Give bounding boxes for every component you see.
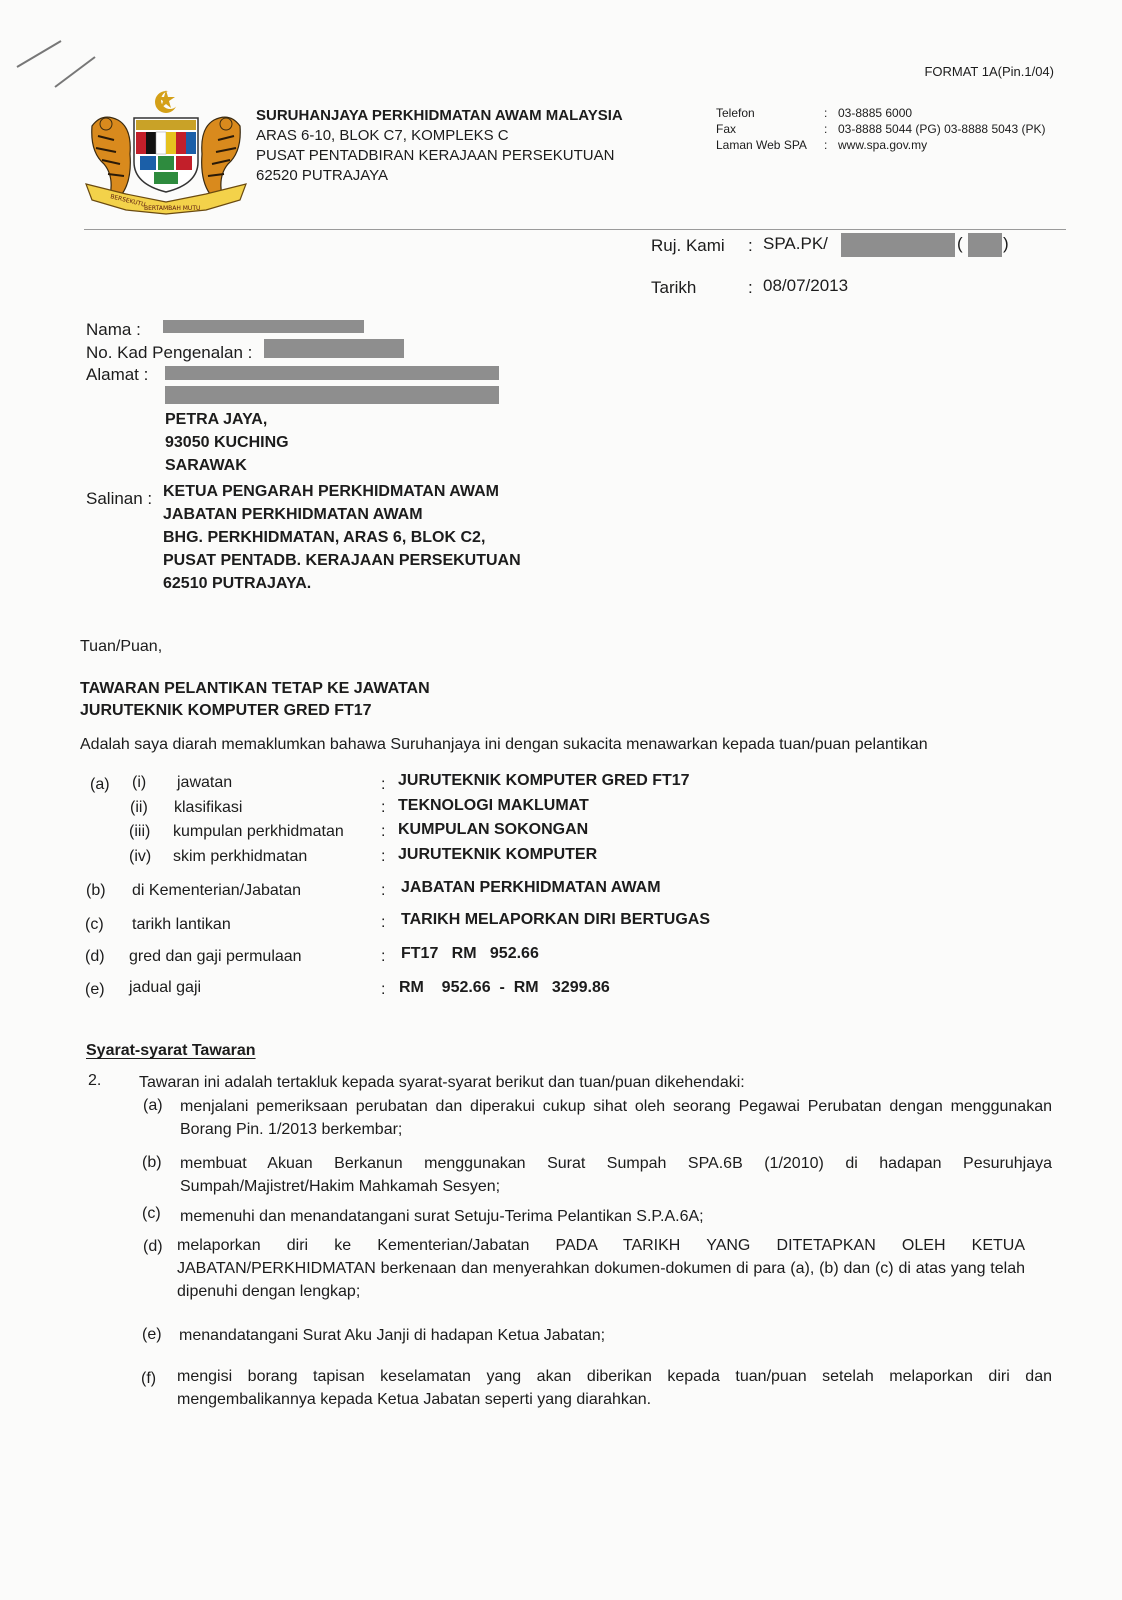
contact-value: 03-8885 6000 [838, 106, 913, 120]
condition-label: (b) [142, 1154, 162, 1171]
date-label: Tarikh [651, 278, 697, 297]
detail-label: skim perkhidmatan [173, 848, 308, 865]
ref-label: Ruj. Kami [651, 236, 725, 255]
subject-line: TAWARAN PELANTIKAN TETAP KE JAWATAN [80, 680, 430, 697]
condition-text: menjalani pemeriksaan perubatan dan diperakui cukup sihat oleh seorang Pegawai Perubatan dengan menggunakan Borang Pin. 1/2013 berkembar; [180, 1098, 1052, 1138]
redacted-address-2 [165, 386, 499, 404]
detail-label: jadual gaji [129, 979, 202, 996]
contact-label: Telefon [716, 106, 755, 120]
star-crescent-icon [155, 90, 179, 113]
org-address-line: 62520 PUTRAJAYA [256, 167, 389, 184]
header-divider [84, 229, 1066, 230]
nama-label: Nama : [86, 320, 141, 339]
copy-address [163, 480, 521, 595]
copy-line: PUSAT PENTADB. KERAJAAN PERSEKUTUAN [163, 552, 521, 569]
ref-value: SPA.PK/ [763, 234, 828, 253]
contact-label: Laman Web SPA [716, 138, 807, 152]
detail-label: kumpulan perkhidmatan [173, 823, 344, 840]
condition-text: memenuhi dan menandatangani surat Setuju-Terima Pelantikan S.P.A.6A; [180, 1208, 704, 1225]
condition-text: menandatangani Surat Aku Janji di hadapan Ketua Jabatan; [179, 1327, 606, 1344]
contact-value: www.spa.gov.my [838, 138, 928, 152]
contact-label: Fax [716, 122, 737, 136]
detail-value: TEKNOLOGI MAKLUMAT [398, 797, 589, 814]
condition-label: (f) [141, 1370, 157, 1387]
sub-label: (iv) [129, 848, 152, 865]
org-address-line: ARAS 6-10, BLOK C7, KOMPLEKS C [256, 127, 509, 144]
salutation: Tuan/Puan, [80, 638, 163, 655]
recipient-address [165, 408, 289, 477]
condition-label: (e) [142, 1326, 162, 1343]
detail-label: di Kementerian/Jabatan [132, 882, 301, 899]
sub-label: (ii) [130, 799, 148, 816]
condition-label: (d) [143, 1238, 163, 1255]
tiger-left-icon [92, 117, 131, 196]
detail-label: klasifikasi [174, 799, 243, 816]
crest-emblem [82, 88, 250, 218]
copy-line: JABATAN PERKHIDMATAN AWAM [163, 506, 423, 523]
condition-label: (c) [142, 1205, 161, 1222]
detail-value: JURUTEKNIK KOMPUTER GRED FT17 [398, 772, 690, 789]
contact-row: Fax : 03-8888 5044 (PG) 03-8888 5043 (PK) [716, 122, 1046, 136]
redacted-name [163, 320, 364, 333]
format-code: FORMAT 1A(Pin.1/04) [924, 64, 1054, 79]
org-address-line: PUSAT PENTADBIRAN KERAJAAN PERSEKUTUAN [256, 147, 615, 164]
item-label: (b) [86, 882, 106, 899]
item-label: (c) [85, 916, 104, 933]
contact-info [716, 105, 1045, 153]
item-label: (d) [85, 948, 105, 965]
copy-label: Salinan : [86, 489, 153, 508]
detail-label: tarikh lantikan [132, 916, 231, 933]
address-line: 93050 KUCHING [165, 434, 289, 451]
item-label: (a) [90, 776, 110, 793]
detail-value: JURUTEKNIK KOMPUTER [398, 846, 598, 863]
contact-value: 03-8888 5044 (PG) 03-8888 5043 (PK) [838, 122, 1046, 136]
ribbon-text-right: BERTAMBAH MUTU [144, 205, 201, 212]
redacted-ref-suffix [968, 233, 1002, 257]
condition-text: mengisi borang tapisan keselamatan yang akan diberikan kepada tuan/puan setelah melaporkan diri dan mengembalikannya kepada Ketua Jabatan seperti yang diarahkan. [177, 1368, 1052, 1408]
date-value: 08/07/2013 [763, 276, 849, 295]
condition-text: melaporkan diri ke Kementerian/Jabatan PADA TARIKH YANG DITETAPKAN OLEH KETUA JABATAN/PERKHIDMATAN berkenaan dan menyerahkan dokumen-dokumen di para (a), (b) dan (c) di atas yang telah dipenuhi dengan lengkap; [177, 1237, 1025, 1300]
detail-value: TARIKH MELAPORKAN DIRI BERTUGAS [401, 911, 711, 928]
sub-label: (i) [132, 774, 147, 791]
detail-label: jawatan [177, 774, 233, 791]
detail-value: JABATAN PERKHIDMATAN AWAM [401, 879, 661, 896]
item-label: (e) [85, 981, 105, 998]
ic-label: No. Kad Pengenalan : [86, 343, 253, 362]
address-line: PETRA JAYA, [165, 411, 268, 428]
shield-icon [134, 118, 198, 192]
detail-value: RM 952.66 - RM 3299.86 [399, 979, 610, 996]
intro-paragraph: Adalah saya diarah memaklumkan bahawa Suruhanjaya ini dengan sukacita menawarkan kepada tuan/puan pelantikan [80, 736, 928, 753]
contact-row: Laman Web SPA : www.spa.gov.my [716, 137, 1045, 153]
org-name: SURUHANJAYA PERKHIDMATAN AWAM MALAYSIA [256, 107, 623, 124]
conditions-intro: Tawaran ini adalah tertakluk kepada syarat-syarat berikut dan tuan/puan dikehendaki: [139, 1074, 745, 1091]
ribbon-text-left: BERSEKUTU [109, 193, 147, 209]
sub-label: (iii) [129, 823, 151, 840]
address-line: SARAWAK [165, 457, 247, 474]
org-header [256, 106, 623, 186]
redacted-ic [264, 339, 404, 358]
detail-value: FT17 RM 952.66 [401, 945, 539, 962]
paragraph-number: 2. [88, 1072, 102, 1089]
conditions-heading: Syarat-syarat Tawaran [86, 1042, 256, 1059]
condition-text: membuat Akuan Berkanun menggunakan Surat Sumpah SPA.6B (1/2010) di hadapan Pesuruhjaya Sumpah/Majistret/Hakim Mahkamah Sesyen; [180, 1155, 1052, 1195]
condition-label: (a) [143, 1097, 163, 1114]
subject-line: JURUTEKNIK KOMPUTER GRED FT17 [80, 702, 372, 719]
copy-line: BHG. PERKHIDMATAN, ARAS 6, BLOK C2, [163, 529, 486, 546]
redacted-address-1 [165, 366, 499, 380]
copy-line: 62510 PUTRAJAYA. [163, 575, 312, 592]
subject [80, 678, 430, 722]
copy-line: KETUA PENGARAH PERKHIDMATAN AWAM [163, 483, 499, 500]
contact-row: Telefon : 03-8885 6000 [716, 105, 1045, 121]
redacted-ref [841, 233, 955, 257]
pen-marks [15, 35, 105, 95]
detail-label: gred dan gaji permulaan [129, 948, 302, 965]
detail-value: KUMPULAN SOKONGAN [398, 821, 589, 838]
alamat-label: Alamat : [86, 365, 149, 384]
tiger-right-icon [202, 117, 241, 196]
